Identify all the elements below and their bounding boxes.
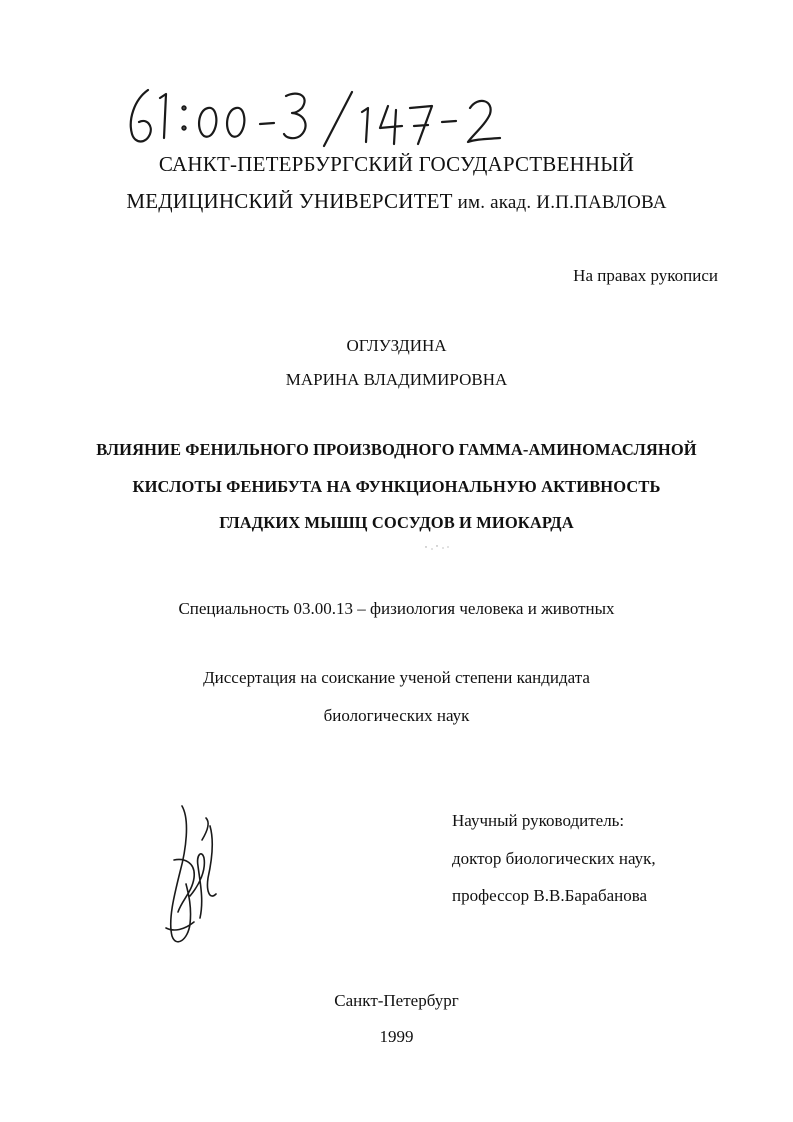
supervisor-degree: доктор биологических наук, [452,849,656,868]
supervisor-name: профессор В.В.Барабанова [452,886,648,905]
specialty: Специальность 03.00.13 – физиология человека и животных [178,599,615,618]
author-surname: ОГЛУЗДИНА [346,336,447,355]
title-line-3: ГЛАДКИХ МЫШЦ СОСУДОВ И МИОКАРДА [219,513,574,532]
year: 1999 [379,1027,414,1046]
institution-line-1 [0,152,793,177]
institution-line-2 [0,189,793,214]
institution-name-1: САНКТ-ПЕТЕРБУРГСКИЙ ГОСУДАРСТВЕННЫЙ [158,152,635,176]
city: Санкт-Петербург [334,991,459,1010]
signature [160,800,230,960]
supervisor-label: Научный руководитель: [452,811,625,830]
dissertation-line-2: биологических наук [323,706,470,725]
institution-named-after: им. акад. И.П.ПАВЛОВА [452,192,667,213]
manuscript-rights: На правах рукописи [573,266,718,285]
institution-name-2: МЕДИЦИНСКИЙ УНИВЕРСИТЕТ [126,189,453,213]
title-line-1: ВЛИЯНИЕ ФЕНИЛЬНОГО ПРОИЗВОДНОГО ГАММА-АМИНОМАСЛЯНОЙ [96,440,697,459]
dissertation-line-1: Диссертация на соискание ученой степени кандидата [203,668,590,687]
scan-smudge [422,543,452,553]
handwritten-archive-number [120,82,520,152]
author-given-names: МАРИНА ВЛАДИМИРОВНА [285,370,508,389]
title-line-2: КИСЛОТЫ ФЕНИБУТА НА ФУНКЦИОНАЛЬНУЮ АКТИВНОСТЬ [132,477,661,496]
